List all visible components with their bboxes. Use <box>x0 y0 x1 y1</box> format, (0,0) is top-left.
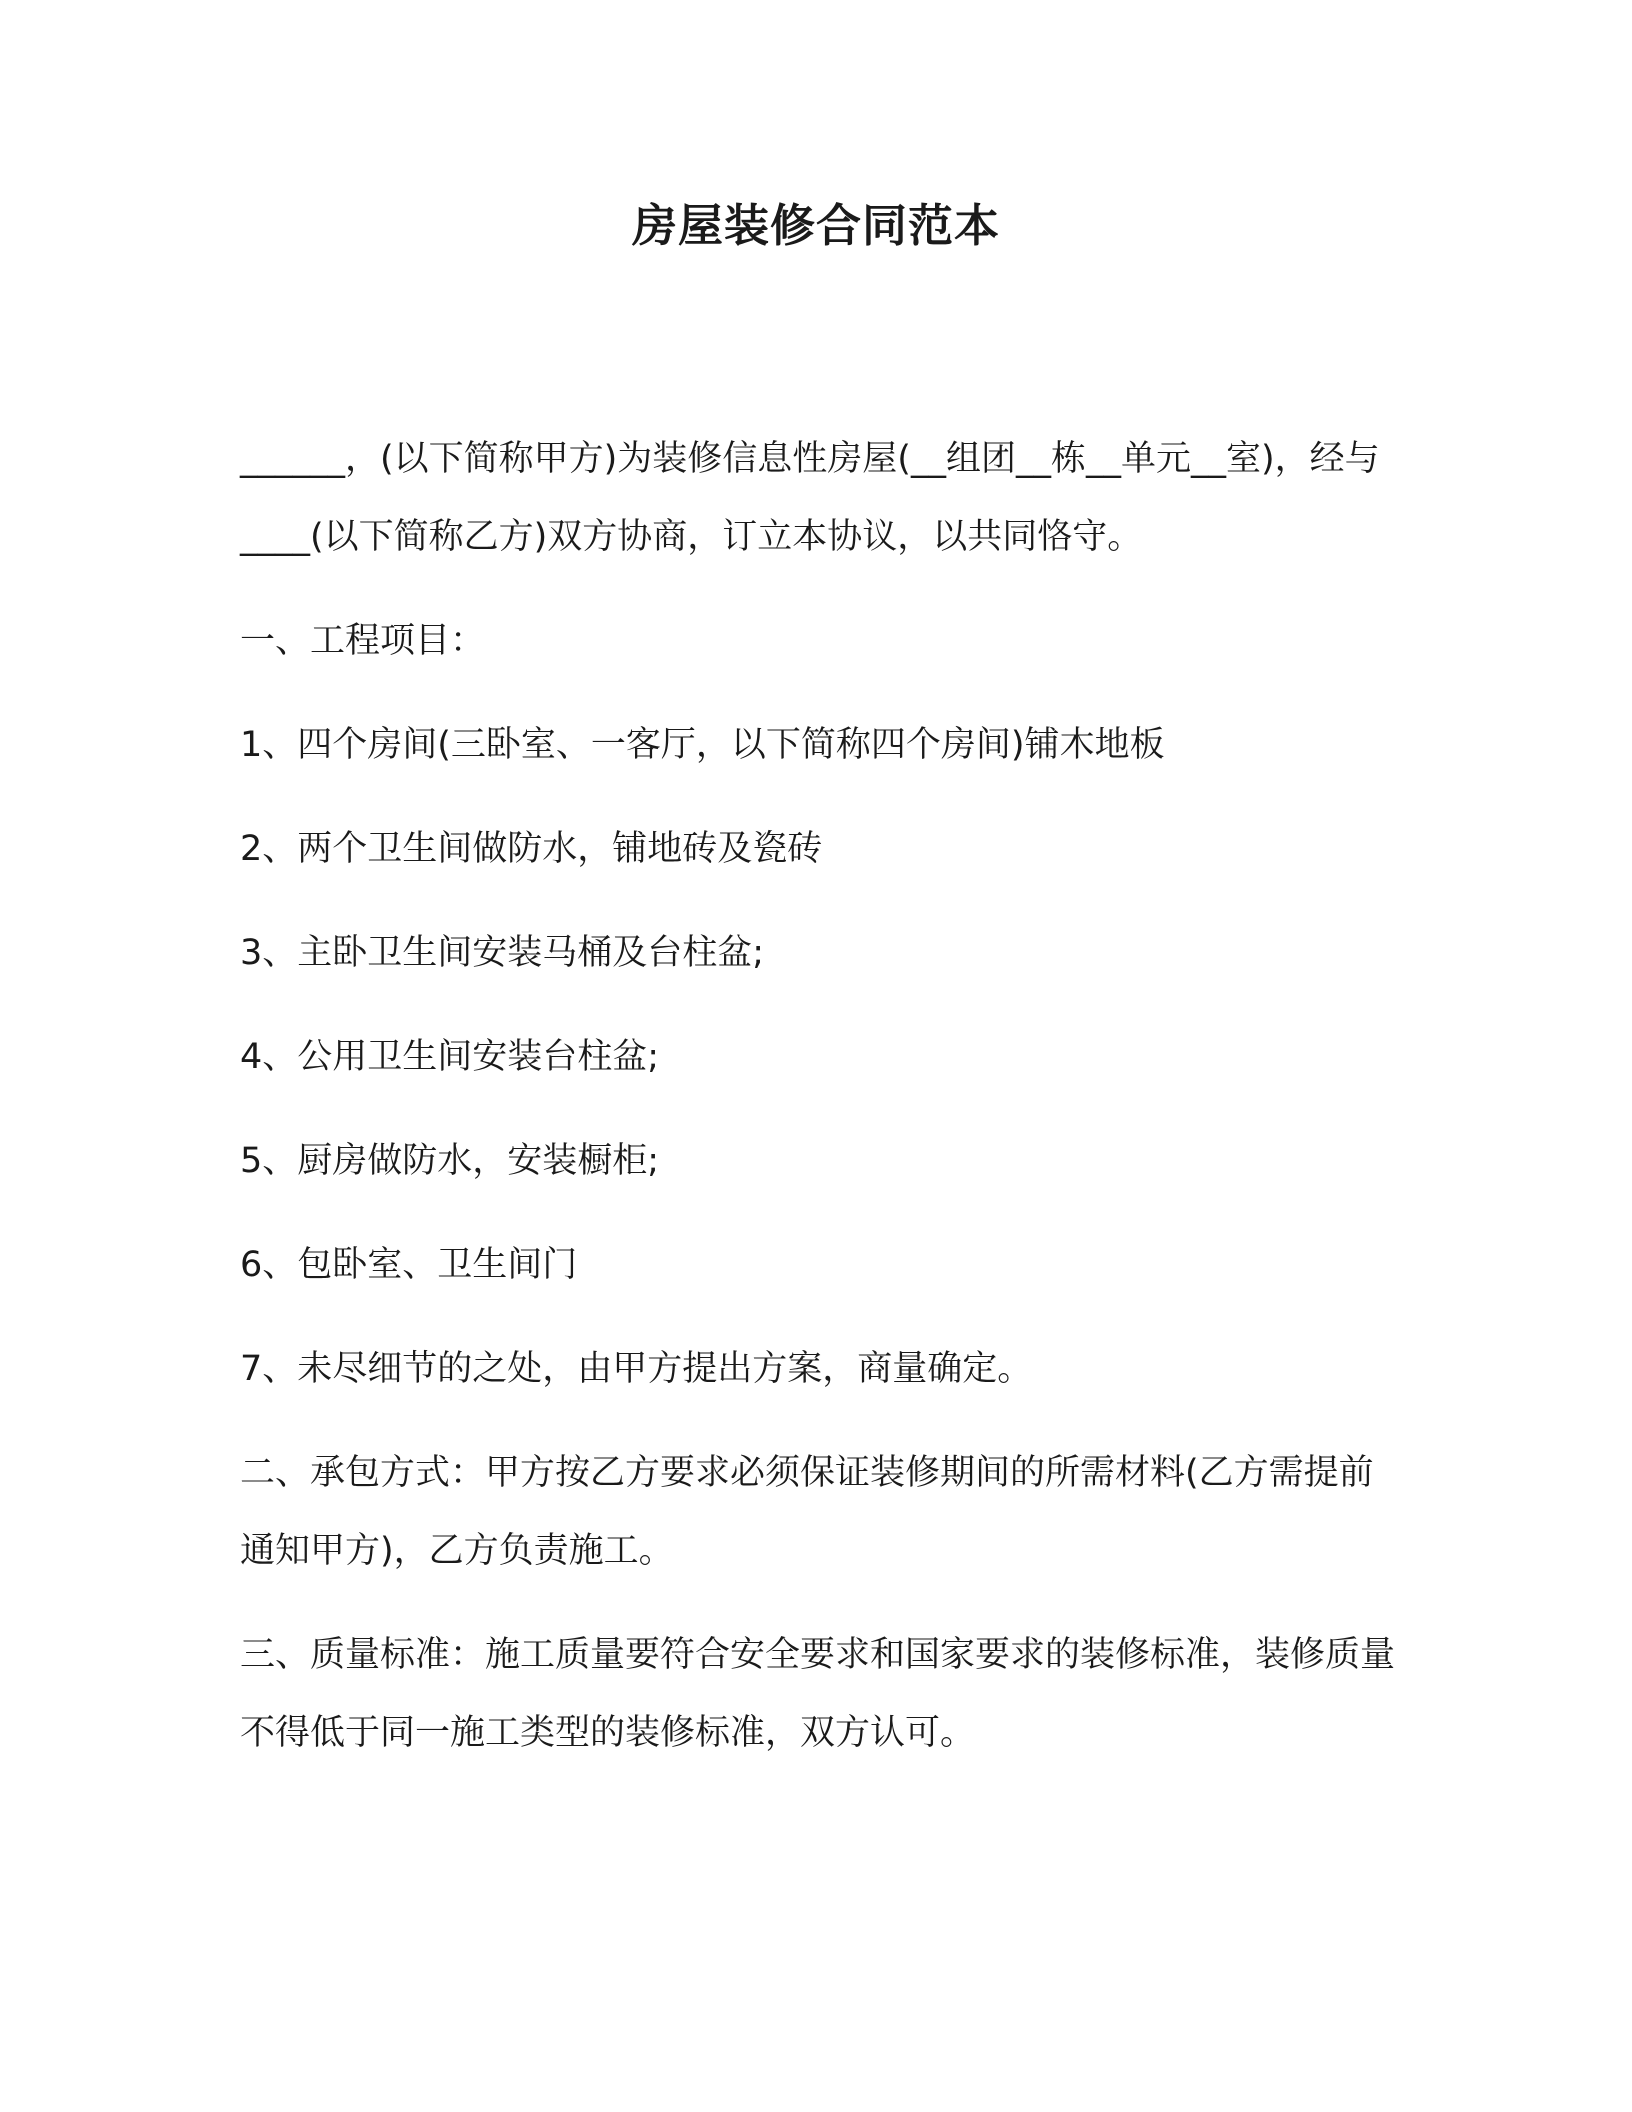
list-item: 1、四个房间(三卧室、一客厅，以下简称四个房间)铺木地板 <box>240 725 1165 765</box>
document-body <box>240 420 1400 1798</box>
intro-paragraph: ______，(以下简称甲方)为装修信息性房屋(__组团__栋__单元__室)，经与____(以下简称乙方)双方协商，订立本协议，以共同恪守。 <box>240 439 1380 557</box>
list-item: 5、厨房做防水，安装橱柜; <box>240 1141 660 1181</box>
list-item: 2、两个卫生间做防水，铺地砖及瓷砖 <box>240 829 823 869</box>
list-item: 4、公用卫生间安装台柱盆; <box>240 1037 660 1077</box>
list-item: 6、包卧室、卫生间门 <box>240 1245 578 1285</box>
list-item: 3、主卧卫生间安装马桶及台柱盆; <box>240 933 765 973</box>
document-title: 房屋装修合同范本 <box>631 199 1000 252</box>
section-quality-standard: 三、质量标准：施工质量要符合安全要求和国家要求的装修标准，装修质量不得低于同一施工类型的装修标准，双方认可。 <box>240 1635 1396 1753</box>
section-heading-project: 一、工程项目： <box>240 621 486 661</box>
list-item: 7、未尽细节的之处，由甲方提出方案，商量确定。 <box>240 1349 1033 1389</box>
section-contract-method: 二、承包方式：甲方按乙方要求必须保证装修期间的所需材料(乙方需提前通知甲方)，乙方负责施工。 <box>240 1453 1374 1571</box>
